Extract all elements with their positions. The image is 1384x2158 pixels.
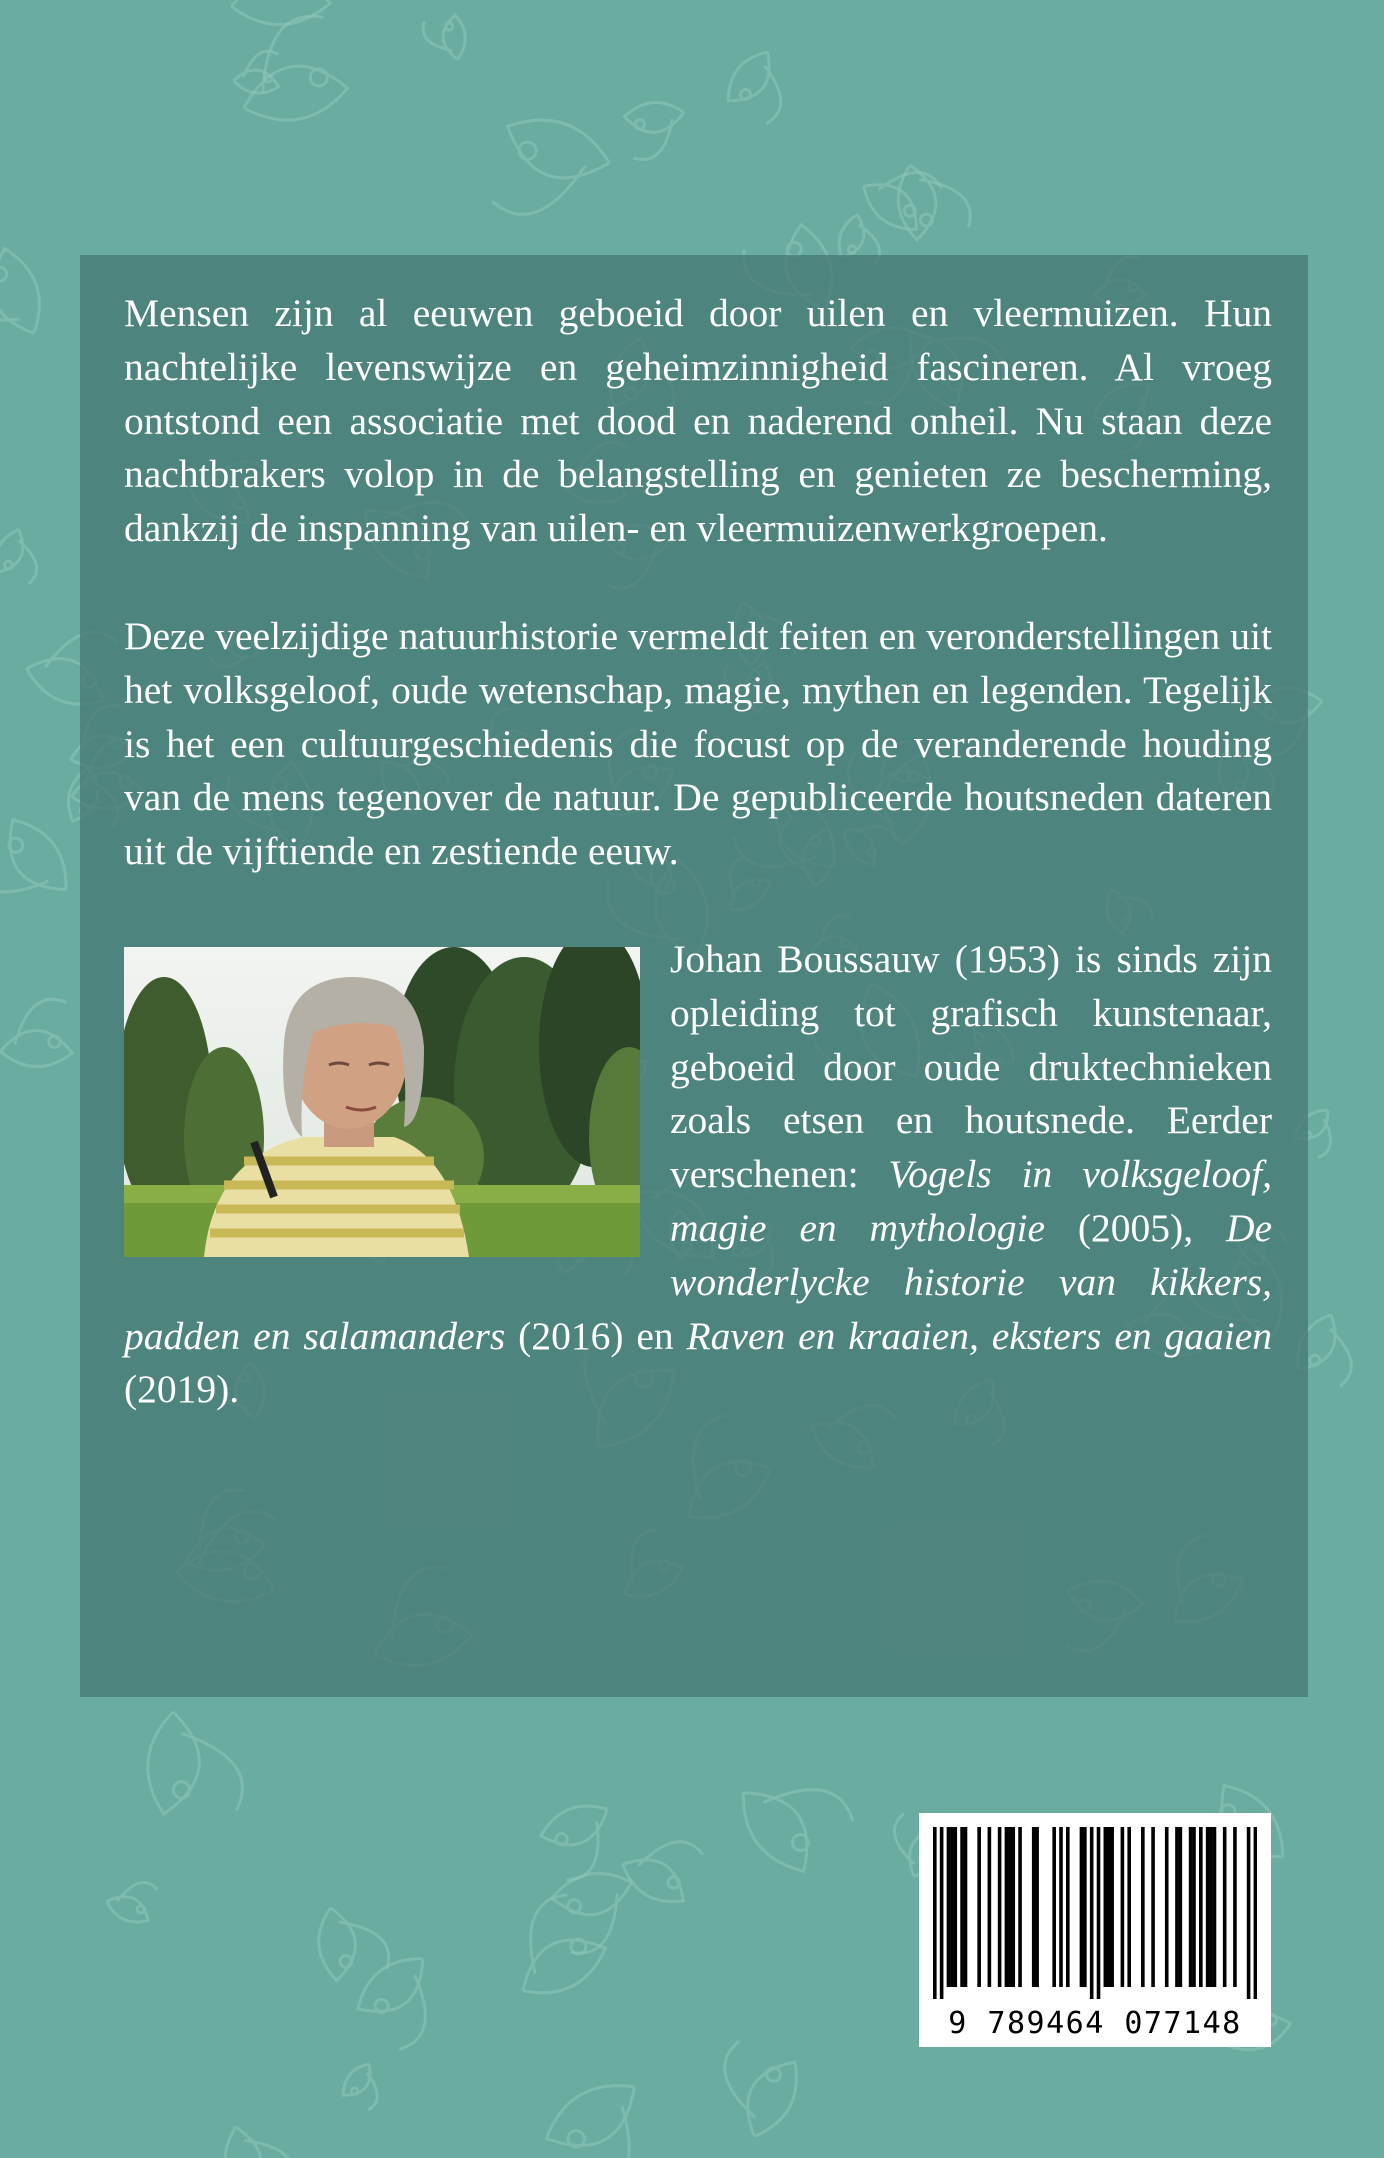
pattern-motif <box>0 809 80 929</box>
pattern-motif <box>422 15 466 61</box>
book-title-2: De wonderlycke historie van kikkers, padden en salamanders <box>124 1205 1273 1358</box>
pattern-motif <box>0 243 51 355</box>
barcode-bar <box>1005 1827 1009 1987</box>
barcode-bar <box>960 1827 964 1987</box>
blurb-paragraph-1: Mensen zijn al eeuwen geboeid door uilen en vleermuizen. Hun nachtelijke levenswijze en geheimzinnigheid fascineren. Al vroeg ontstond een associatie met dood en naderend onheil. Nu staan deze nachtbrakers volop in de belangstelling en genieten ze bescherming, dankzij de inspanning van uilen- en vleermuizenwerkgroepen. <box>124 291 1272 551</box>
barcode-bar <box>1233 1827 1237 1987</box>
barcode-bar <box>950 1827 954 1987</box>
pattern-motif <box>481 106 617 238</box>
pattern-motif <box>700 2032 810 2144</box>
barcode-bar <box>1254 1827 1257 1999</box>
barcode-bar <box>1151 1827 1155 1987</box>
barcode-bar <box>1107 1827 1111 1987</box>
barcode-bar <box>947 1827 951 1987</box>
book-year-3: (2019). <box>124 1367 240 1412</box>
barcode-bar <box>1032 1827 1036 1987</box>
barcode-bar <box>1097 1827 1101 1999</box>
barcode-bar <box>1080 1827 1084 1987</box>
barcode-bar <box>1011 1827 1015 1987</box>
pattern-motif <box>337 2059 392 2114</box>
barcode-bar <box>1104 1827 1108 1987</box>
pattern-motif <box>222 2121 296 2158</box>
barcode-bar <box>1110 1827 1114 1987</box>
barcode-bar <box>1083 1827 1087 1987</box>
barcode-bars <box>933 1827 1257 1999</box>
pattern-motif <box>492 1887 614 2007</box>
blurb-panel <box>80 255 1308 1697</box>
book-year-2: (2016) en <box>505 1313 687 1358</box>
barcode-bar <box>1090 1827 1094 1999</box>
author-photo <box>124 947 640 1257</box>
pattern-motif <box>615 1819 710 1913</box>
pattern-motif <box>623 100 687 160</box>
barcode-bar <box>988 1827 992 1987</box>
barcode-bar <box>1121 1827 1125 1987</box>
pattern-motif <box>536 1796 627 1885</box>
barcode-bar <box>1179 1827 1183 1987</box>
barcode-bar <box>933 1827 937 1999</box>
barcode-bar <box>953 1827 957 1987</box>
author-section <box>124 933 1272 1417</box>
barcode-bar <box>1127 1827 1131 1987</box>
pattern-motif <box>719 44 804 130</box>
pattern-motif <box>728 1748 862 1883</box>
barcode-bar <box>1192 1827 1196 1987</box>
barcode-bar <box>1035 1827 1039 1987</box>
barcode-bar <box>1189 1827 1193 1987</box>
isbn-number: 9 789464 077148 <box>948 2006 1242 2041</box>
barcode-bar <box>1247 1827 1251 1999</box>
barcode-bar <box>998 1827 1002 1987</box>
barcode-bar <box>1066 1827 1070 1987</box>
isbn-barcode <box>919 1813 1271 2047</box>
pattern-motif <box>0 525 51 589</box>
barcode-bar <box>1213 1827 1217 1987</box>
barcode-bar <box>1165 1827 1169 1987</box>
barcode-bar <box>977 1827 981 1987</box>
barcode-bar <box>1209 1827 1213 1987</box>
pattern-motif <box>103 1871 163 1929</box>
barcode-bar <box>1059 1827 1063 1987</box>
barcode-bar <box>1018 1827 1022 1987</box>
barcode-bar <box>964 1827 968 1987</box>
barcode-bar <box>1175 1827 1179 1987</box>
barcode-bar <box>1199 1827 1203 1987</box>
barcode-bar <box>1206 1827 1210 1987</box>
book-year-1: (2005), <box>1045 1205 1226 1250</box>
barcode-bar <box>1052 1827 1056 1987</box>
barcode-bar <box>940 1827 944 1999</box>
pattern-motif <box>143 1710 249 1821</box>
book-title-3: Raven en kraaien, eksters en gaaien <box>686 1313 1273 1358</box>
pattern-motif <box>0 998 74 1067</box>
barcode-bar <box>1141 1827 1145 1987</box>
pattern-motif <box>348 1946 460 2057</box>
pattern-motif <box>536 2069 672 2158</box>
author-bio-intro: Johan Boussauw (1953) is sinds zijn opleiding tot grafisch kunstenaar, geboeid door oude druktechnieken zoals etsen en houtsnede. Eerder verschenen: <box>670 936 1272 1197</box>
blurb-paragraph-2: Deze veelzijdige natuurhistorie vermeldt feiten en veronderstellingen uit het volksgeloof, oude wetenschap, magie, mythen en legenden. Tegelijk is het een cultuurgeschiedenis die focust op de veranderende houding van de mens tegenover de natuur. De gepubliceerde houtsneden dateren uit de vijftiende en zestiende eeuw. <box>124 613 1272 874</box>
barcode-bar <box>1223 1827 1227 1987</box>
barcode-bar <box>1008 1827 1012 1987</box>
pattern-motif <box>229 0 331 26</box>
book-title-1: Vogels in volksgeloof, magie en mythologie <box>670 1152 1272 1250</box>
